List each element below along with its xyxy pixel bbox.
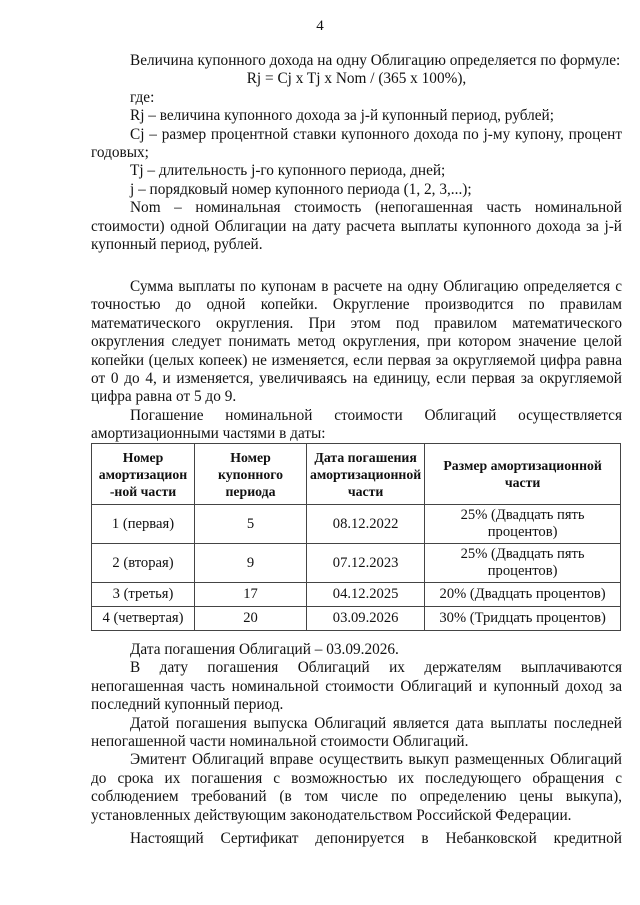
redemption-date-paragraph: Дата погашения Облигаций – 03.09.2026.	[130, 641, 399, 658]
redemption-date: 07.12.2023	[307, 544, 425, 583]
amortization-intro: Погашение номинальной стоимости Облигаций осуществляется амортизационными частями в даты:	[91, 406, 622, 443]
definition-nom: Nom – номинальная стоимость (непогашенная часть номинальной стоимости) одной Облигации на дату расчета выплаты купонного дохода за j-й купонный период, рублей.	[91, 199, 622, 254]
coupon-period: 17	[195, 583, 307, 607]
rounding-section	[91, 278, 622, 444]
redemption-date: 08.12.2022	[307, 505, 425, 544]
issue-redemption-paragraph: Датой погашения выпуска Облигаций является дата выплаты последней непогашенной части номинальной стоимости Облигаций.	[91, 714, 622, 751]
part-number: 1 (первая)	[92, 505, 195, 544]
definition-rj: Rj – величина купонного дохода за j-й купонный период, рублей;	[130, 107, 554, 125]
header-coupon-period: Номер купонного периода	[195, 444, 307, 505]
part-number: 4 (четвертая)	[92, 607, 195, 631]
buyback-paragraph: Эмитент Облигаций вправе осуществить выкуп размещенных Облигаций до срока их погашения с возможностью их последующего обращения с соблюдением требований (в том числе по определению цены выкупа), установленных действующим законодательством Российской Федерации.	[91, 751, 622, 824]
table-row	[92, 607, 621, 631]
coupon-period: 9	[195, 544, 307, 583]
amortization-size: 30% (Тридцать процентов)	[425, 607, 621, 631]
redemption-payment-paragraph: В дату погашения Облигаций их держателям выплачиваются непогашенная часть номинальной стоимости Облигаций и купонный доход за последний купонный период.	[91, 659, 622, 714]
table-row	[92, 505, 621, 544]
certificate-paragraph: Настоящий Сертификат депонируется в Небанковской кредитной	[130, 830, 622, 847]
part-number: 2 (вторая)	[92, 544, 195, 583]
definition-j: j – порядковый номер купонного периода (1, 2, 3,...);	[130, 180, 472, 198]
page-number: 4	[316, 18, 324, 34]
definition-cj: Cj – размер процентной ставки купонного дохода по j-му купону, процент годовых;	[91, 125, 622, 162]
header-amortization-size: Размер амортизационной части	[425, 444, 621, 505]
redemption-section	[91, 641, 622, 825]
amortization-size: 25% (Двадцать пять процентов)	[425, 505, 621, 544]
table-row	[92, 544, 621, 583]
coupon-period: 5	[195, 505, 307, 544]
certificate-section	[91, 830, 622, 848]
table-row	[92, 583, 621, 607]
amortization-size: 20% (Двадцать процентов)	[425, 583, 621, 607]
formula-intro: Величина купонного дохода на одну Облигацию определяется по формуле:	[130, 52, 621, 69]
rounding-paragraph: Сумма выплаты по купонам в расчете на одну Облигацию определяется с точностью до одной копейки. Округление производится по правилам математического округления. При этом под правилом математического округления следует понимать метод округления, при котором значение целой копейки (целых копеек) не изменяется, если первая за округляемой цифра равна от 0 до 4, и изменяется, увеличиваясь на единицу, если первая за округляемой цифра равна от 5 до 9.	[91, 278, 622, 406]
part-number: 3 (третья)	[92, 583, 195, 607]
header-part-number: Номер амортизацион -ной части	[92, 444, 195, 505]
coupon-period: 20	[195, 607, 307, 631]
amortization-size: 25% (Двадцать пять процентов)	[425, 544, 621, 583]
coupon-formula-section	[91, 52, 622, 254]
redemption-date: 03.09.2026	[307, 607, 425, 631]
formula: Rj = Cj x Tj x Nom / (365 x 100%),	[246, 70, 467, 88]
definition-tj: Tj – длительность j-го купонного периода, дней;	[130, 162, 446, 180]
redemption-date: 04.12.2025	[307, 583, 425, 607]
table-header-row	[92, 444, 621, 505]
where-label: где:	[130, 88, 155, 106]
amortization-table	[91, 443, 621, 631]
header-redemption-date: Дата погашения амортизационной части	[307, 444, 425, 505]
